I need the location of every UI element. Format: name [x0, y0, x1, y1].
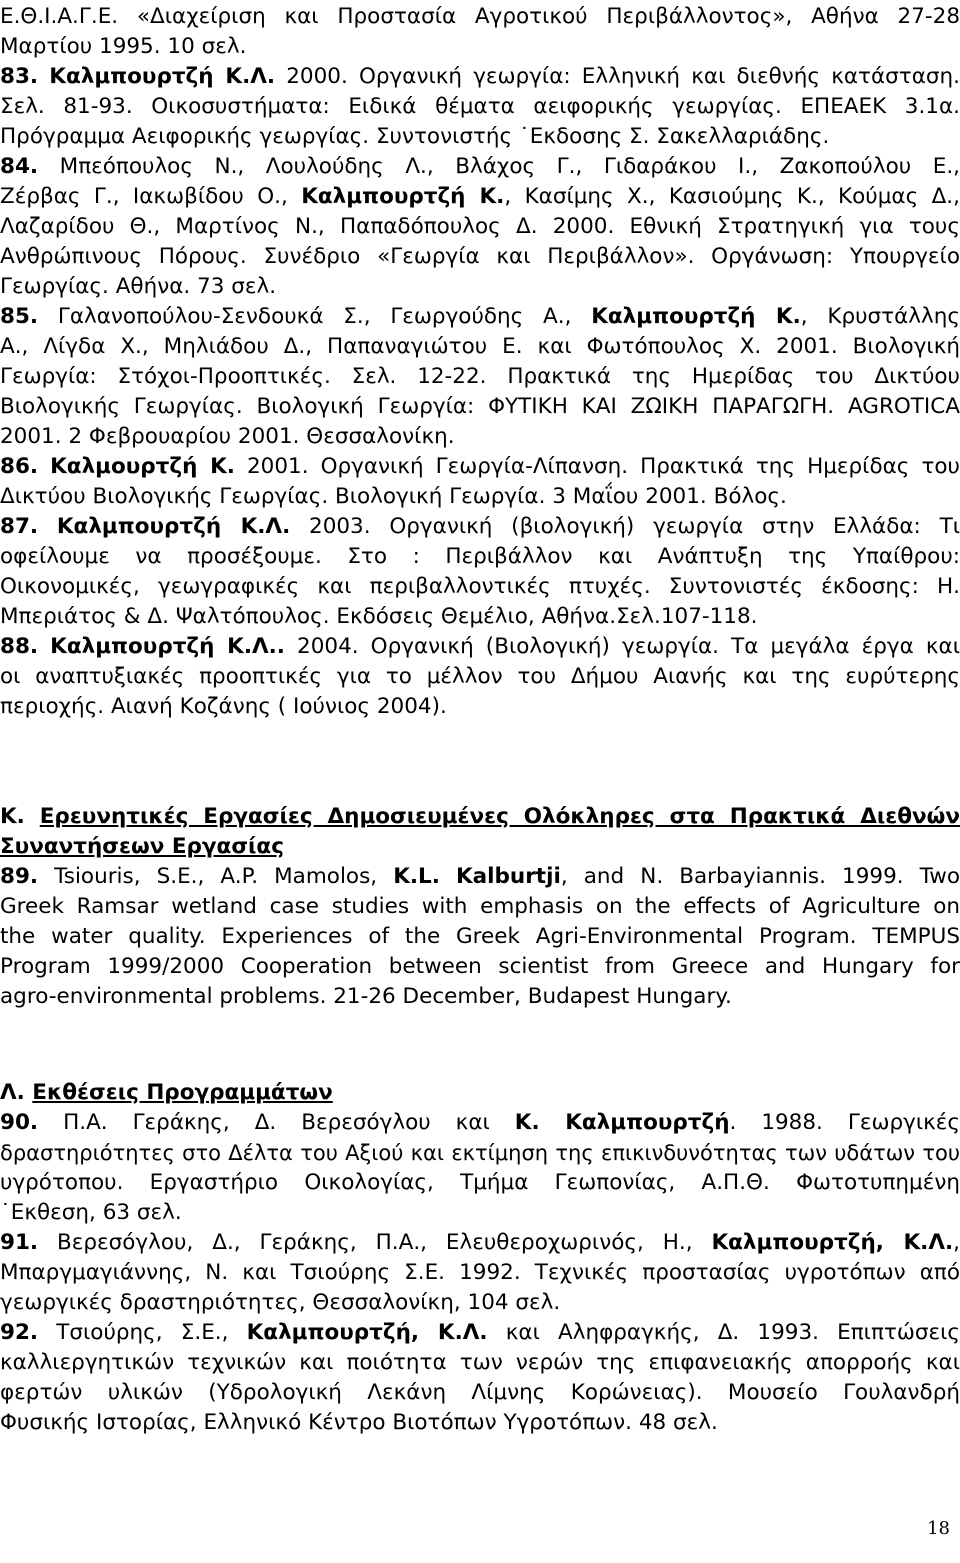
ref-number: 88.: [0, 634, 39, 659]
ref-84-line-1: 84. Μπεόπουλος Ν., Λουλούδης Λ., Βλάχος Γ., Γιδαράκου Ι., Ζακοπούλου Ε.,: [0, 154, 960, 179]
ref-85-line-5: 2001. 2 Φεβρουαρίου 2001. Θεσσαλονίκη.: [0, 424, 455, 449]
author-highlight: Καλμπουρτζή Κ.Λ..: [50, 634, 285, 659]
ref-number: 83.: [0, 64, 39, 89]
author-highlight: Κ. Καλμπουρτζή: [514, 1110, 730, 1135]
ref-83-line-3: Πρόγραμμα Αειφορικής γεωργίας. Συντονιστής ˙Εκδοσης Σ. Σακελλαριάδης.: [0, 124, 830, 149]
ref-number: 89.: [0, 864, 39, 889]
author-initials: K.L.: [393, 864, 440, 889]
ref-92-line-4: Φυσικής Ιστορίας, Ελληνικό Κέντρο Βιοτόπων Υγροτόπων. 48 σελ.: [0, 1410, 718, 1435]
ref-number: 85.: [0, 304, 39, 329]
ref-85-line-1: 85. Γαλανοπούλου-Σενδουκά Σ., Γεωργούδης Α., Καλμπουρτζή Κ., Κρυστάλλης: [0, 304, 960, 329]
author-highlight: Καλμπουρτζή Κ.: [301, 184, 505, 209]
ref-91-line-2: Μπαργμαγιάννης, Ν. και Τσιούρης Σ.Ε. 1992. Τεχνικές προστασίας υγροτόπων από: [0, 1260, 960, 1285]
ref-86-line-1: 86. Καλμουρτζή Κ. 2001. Οργανική Γεωργία-Λίπανση. Πρακτικά της Ημερίδας του: [0, 454, 960, 479]
author-highlight: Καλμπουρτζή, Κ.Λ.: [246, 1320, 488, 1345]
section-l-title: Εκθέσεις Προγραμμάτων: [32, 1080, 333, 1105]
ref-number: 86.: [0, 454, 39, 479]
ref-84-line-4: Ανθρώπινους Πόρους. Συνέδριο «Γεωργία και Περιβάλλον». Οργάνωση: Υπουργείο: [0, 244, 960, 269]
ref-87-line-1: 87. Καλμπουρτζή Κ.Λ. 2003. Οργανική (βιολογική) γεωργία στην Ελλάδα: Τι: [0, 514, 960, 539]
ref-82-line-2: Μαρτίου 1995. 10 σελ.: [0, 34, 247, 59]
ref-89-line-5: agro-environmental problems. 21-26 December, Budapest Hungary.: [0, 984, 732, 1009]
page-number: 18: [927, 1518, 950, 1539]
ref-87-line-2: οφείλουμε να προσέξουμε. Στο : Περιβάλλον και Ανάπτυξη της Υπαίθρου:: [0, 544, 960, 569]
ref-89-line-4: Program 1999/2000 Cooperation between scientist from Greece and Hungary for: [0, 954, 960, 979]
ref-89-line-1: 89. Tsiouris, S.E., A.P. Mamolos, K.L. Kalburtji, and N. Barbayiannis. 1999. Two: [0, 864, 960, 889]
ref-92-line-1: 92. Τσιούρης, Σ.Ε., Καλμπουρτζή, Κ.Λ. και Αληφραγκής, Δ. 1993. Επιπτώσεις: [0, 1320, 960, 1345]
ref-87-line-3: Οικονομικές, γεωγραφικές και περιβαλλοντικές πτυχές. Συντονιστές έκδοσης: Η.: [0, 574, 960, 599]
ref-89-line-3: the water quality. Experiences of the Greek Agri-Environmental Program. TEMPUS: [0, 924, 960, 949]
ref-91-line-1: 91. Βερεσόγλου, Δ., Γεράκης, Π.Α., Ελευθεροχωρινός, Η., Καλμπουρτζή, Κ.Λ.,: [0, 1230, 960, 1255]
ref-number: 91.: [0, 1230, 39, 1255]
author-highlight: Καλμπουρτζή Κ.Λ.: [49, 64, 276, 89]
ref-90-line-4: ˙Εκθεση, 63 σελ.: [0, 1200, 182, 1225]
ref-88-line-1: 88. Καλμπουρτζή Κ.Λ.. 2004. Οργανική (Βιολογική) γεωργία. Τα μεγάλα έργα και: [0, 634, 960, 659]
ref-86-line-2: Δικτύου Βιολογικής Γεωργίας. Βιολογική Γεωργία. 3 Μαΐου 2001. Βόλος.: [0, 484, 787, 509]
author-highlight: Καλμπουρτζή Κ.Λ.: [56, 514, 291, 539]
ref-90-line-2: δραστηριότητες στο Δέλτα του Αξιού και εκτίμηση της επικινδυνότητας των υδάτων του: [0, 1141, 960, 1165]
section-k-heading: Κ. Ερευνητικές Εργασίες Δημοσιευμένες Ολόκληρες στα Πρακτικά Διεθνών: [0, 804, 960, 829]
section-k-title-cont: Συναντήσεων Εργασίας: [0, 834, 284, 859]
ref-number: 84.: [0, 154, 39, 179]
ref-88-line-2: οι αναπτυξιακές προοπτικές για το μέλλον του Δήμου Αιανής και της ευρύτερης: [0, 664, 960, 689]
ref-83-line-2: Σελ. 81-93. Οικοσυστήματα: Ειδικά θέματα αειφορικής γεωργίας. ΕΠΕΑΕΚ 3.1α.: [0, 94, 960, 119]
ref-90-line-1: 90. Π.Α. Γεράκης, Δ. Βερεσόγλου και Κ. Καλμπουρτζή. 1988. Γεωργικές: [0, 1110, 960, 1135]
section-l-heading: Λ. Εκθέσεις Προγραμμάτων: [0, 1080, 333, 1105]
ref-83-line-1: 83. Καλμπουρτζή Κ.Λ. 2000. Οργανική γεωργία: Ελληνική και διεθνής κατάσταση.: [0, 64, 960, 89]
ref-89-line-2: Greek Ramsar wetland case studies with emphasis on the effects of Agriculture on: [0, 894, 960, 919]
ref-number: 92.: [0, 1320, 39, 1345]
ref-84-line-3: Λαζαρίδου Θ., Μαρτίνος Ν., Παπαδόπουλος Δ. 2000. Εθνική Στρατηγική για τους: [0, 214, 960, 239]
ref-88-line-3: περιοχής. Αιανή Κοζάνης ( Ιούνιος 2004).: [0, 694, 447, 719]
author-highlight: Καλμουρτζή Κ.: [50, 454, 235, 479]
ref-90-line-3: υγρότοπου. Εργαστήριο Οικολογίας, Τμήμα Γεωπονίας, Α.Π.Θ. Φωτοτυπημένη: [0, 1170, 960, 1195]
author-highlight: Kalburtji: [455, 864, 561, 889]
author-highlight: Καλμπουρτζή Κ.: [591, 304, 801, 329]
ref-85-line-3: Γεωργία: Στόχοι-Προοπτικές. Σελ. 12-22. Πρακτικά της Ημερίδας του Δικτύου: [0, 364, 960, 389]
ref-87-line-4: Μπεριάτος & Δ. Ψαλτόπουλος. Εκδόσεις Θεμέλιο, Αθήνα.Σελ.107-118.: [0, 604, 758, 629]
author-highlight: Καλμπουρτζή, Κ.Λ.: [711, 1230, 954, 1255]
ref-85-line-4: Βιολογικής Γεωργίας. Βιολογική Γεωργία: ΦΥΤΙΚΗ ΚΑΙ ΖΩΙΚΗ ΠΑΡΑΓΩΓΗ. AGROTICA: [0, 394, 960, 419]
ref-number: 87.: [0, 514, 39, 539]
ref-84-line-5: Γεωργίας. Αθήνα. 73 σελ.: [0, 274, 277, 299]
ref-91-line-3: γεωργικές δραστηριότητες, Θεσσαλονίκη, 104 σελ.: [0, 1290, 561, 1315]
ref-number: 90.: [0, 1110, 39, 1135]
ref-85-line-2: Α., Λίγδα Χ., Μηλιάδου Δ., Παπαναγιώτου Ε. και Φωτόπουλος Χ. 2001. Βιολογική: [0, 334, 960, 359]
ref-82-line-1: Ε.Θ.Ι.Α.Γ.Ε. «Διαχείριση και Προστασία Αγροτικού Περιβάλλοντος», Αθήνα 27-28: [0, 4, 960, 29]
section-k-title: Ερευνητικές Εργασίες Δημοσιευμένες Ολόκληρες στα Πρακτικά Διεθνών: [39, 804, 960, 829]
ref-92-line-3: φερτών υλικών (Υδρολογική Λεκάνη Λίμνης Κορώνειας). Μουσείο Γουλανδρή: [0, 1380, 960, 1405]
section-k-heading-cont: [0, 832, 960, 862]
ref-92-line-2: καλλιεργητικών τεχνικών και ποιότητα των νερών της επιφανειακής απορροής και: [0, 1350, 960, 1375]
ref-84-line-2: Ζέρβας Γ., Ιακωβίδου Ο., Καλμπουρτζή Κ., Κασίμης Χ., Κασιούμης Κ., Κούμας Δ.,: [0, 184, 960, 209]
